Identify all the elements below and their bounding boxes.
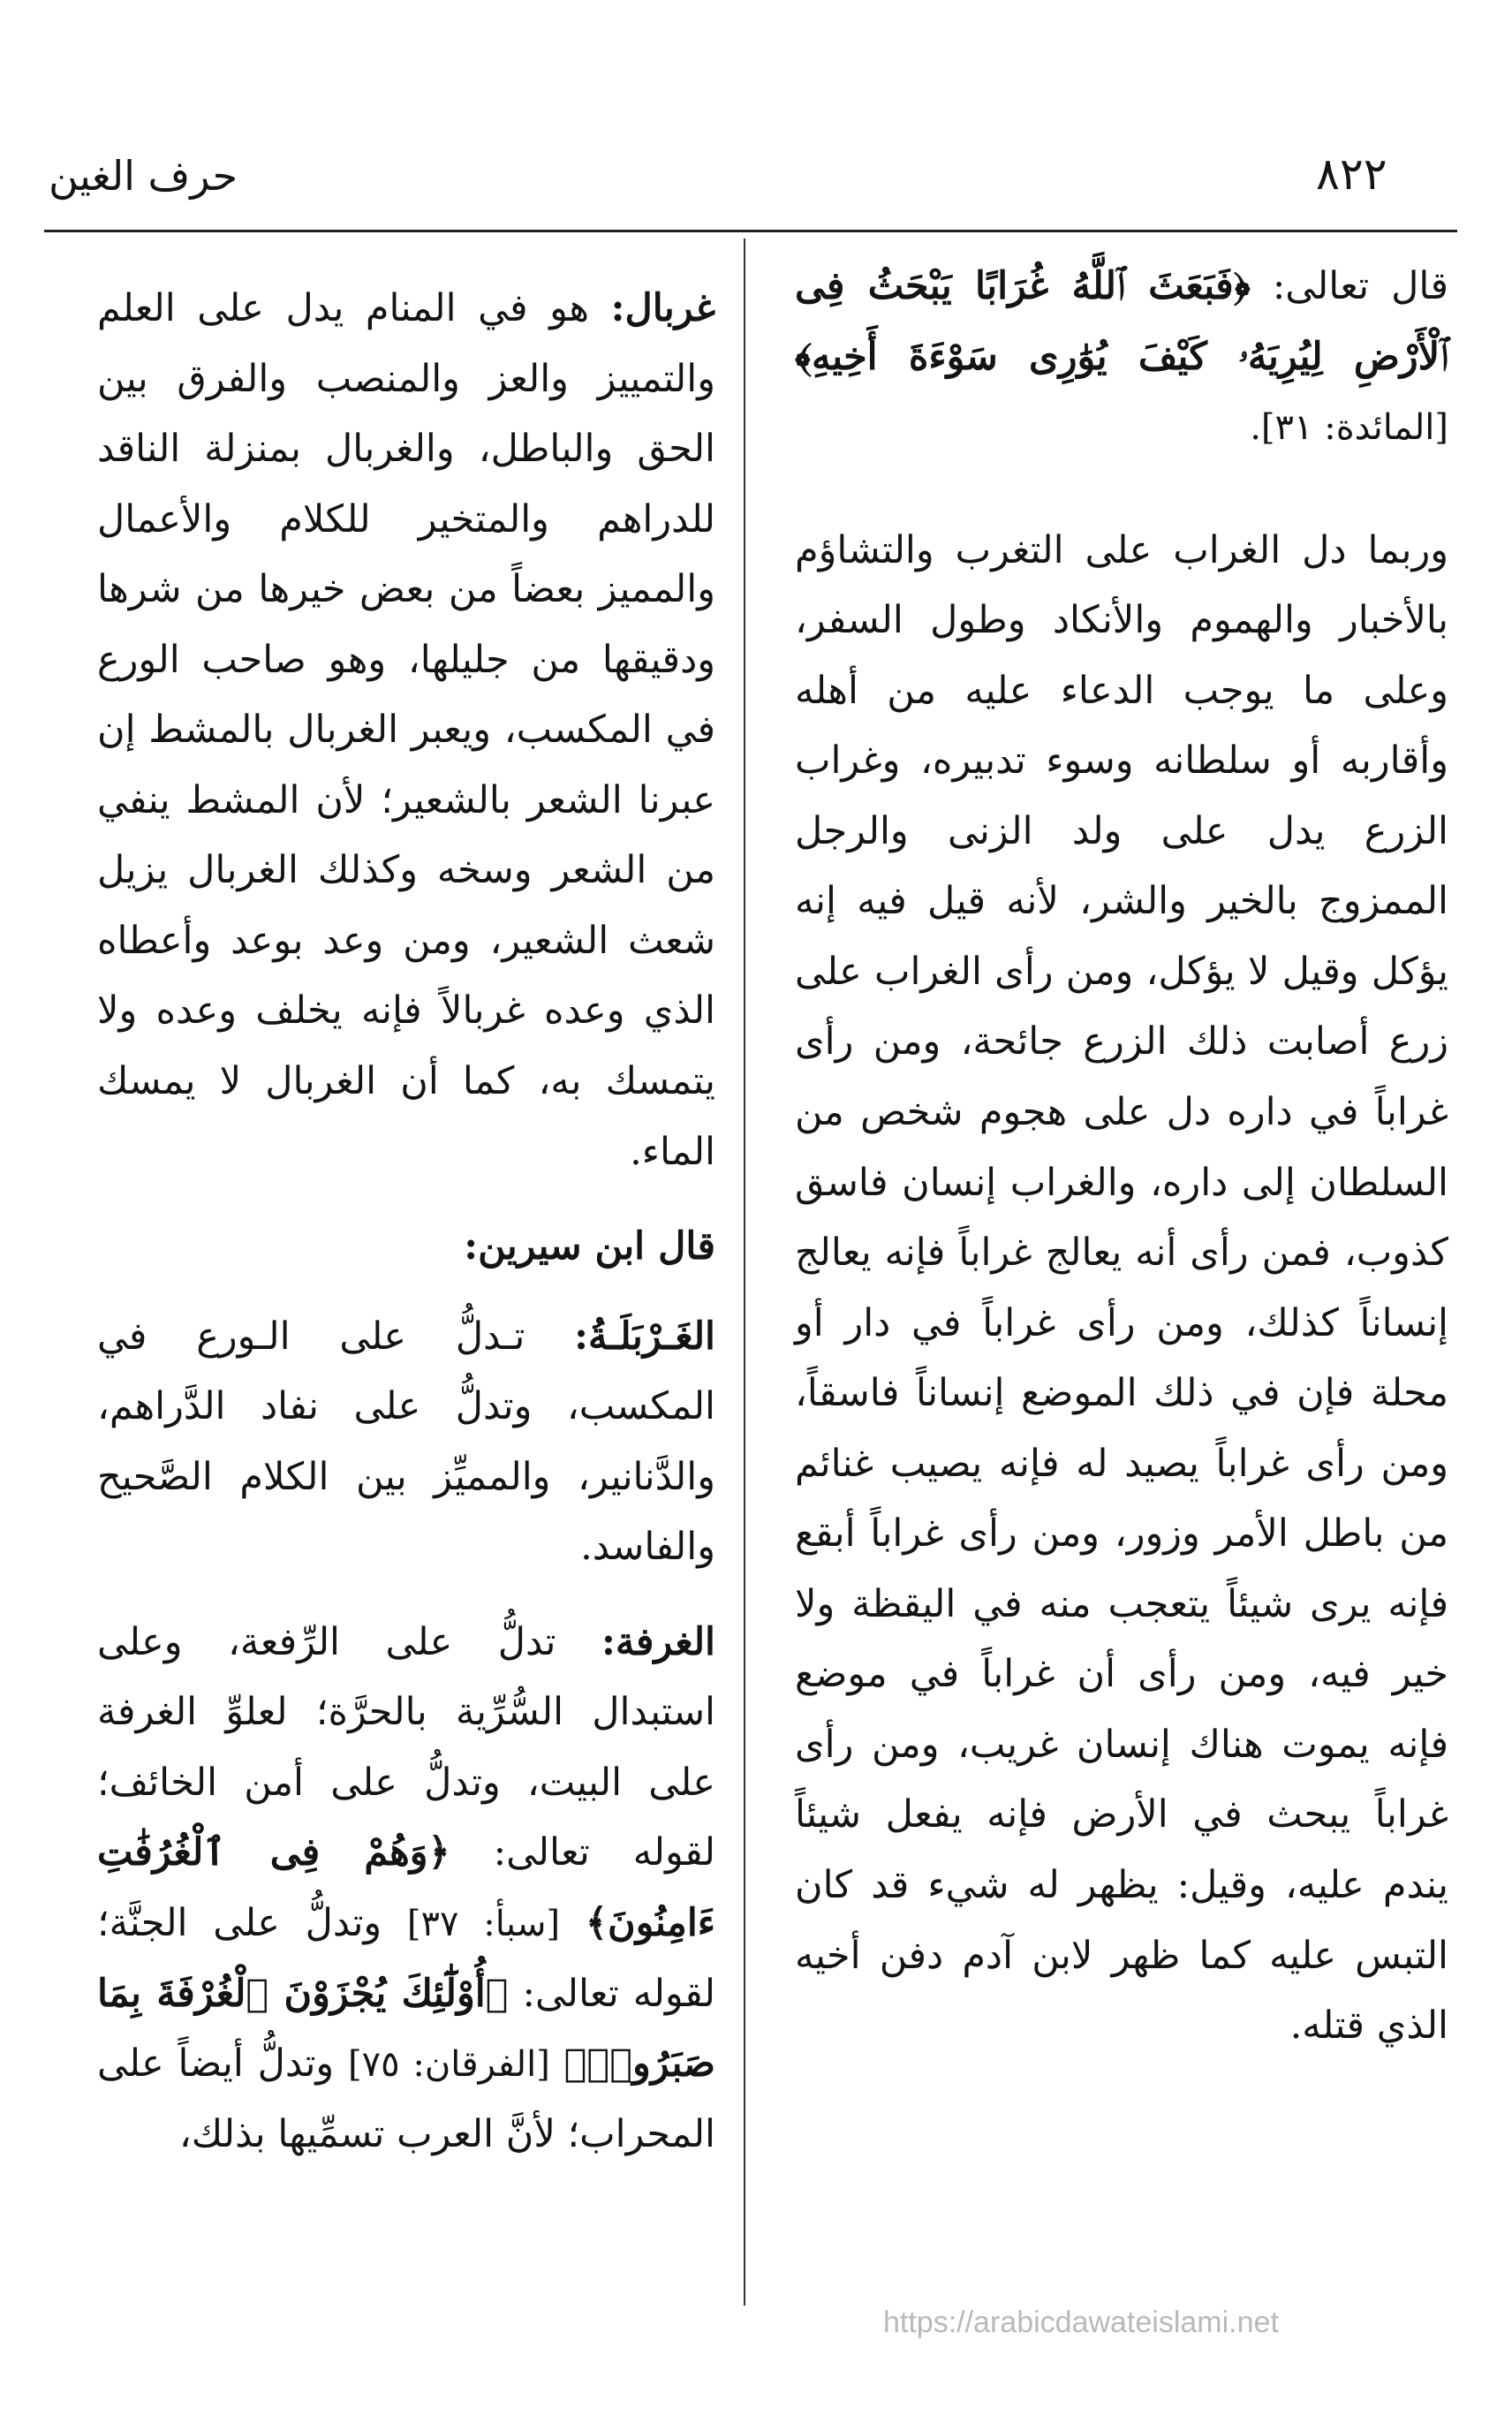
verse-block bbox=[795, 252, 1448, 463]
header-rule bbox=[44, 230, 1457, 232]
watermark-url: https://arabicdawateislami.net bbox=[883, 2306, 1279, 2339]
gharbala-entry bbox=[97, 1302, 715, 1583]
entry-text-gharbala: تـدلُّ على الـورع في المكسب، وتدلُّ على نفاد الدَّراهم، والدَّنانير، والمميِّز بين الكلام الصَّحيح والفاسد. bbox=[97, 1314, 715, 1570]
entry-text-ghurfa-3: وتدلُّ أيضاً على المحراب؛ لأنَّ العرب تسمِّيها بذلك، bbox=[97, 2041, 715, 2156]
ghurfa-entry bbox=[97, 1608, 715, 2170]
entry-text-ghirbal: هو في المنام يدل على العلم والتمييز والعز والمنصب والفرق بين الحق والباطل، والغربال بمنزلة الناقد للدراهم والمتخير للكلام والأعمال والمميز بعضاً من بعض خيرها من شرها ودقيقها من جليلها، وهو صاحب الورع في المكسب، ويعبر الغربال بالمشط إن عبرنا الشعر بالشعير؛ لأن المشط ينفي من الشعر وسخه وكذلك الغربال يزيل شعث الشعير، ومن وعد بوعد وأعطاه الذي وعده غربالاً فإنه يخلف وعده ولا يتمسك به، كما أن الغربال لا يمسك الماء. bbox=[97, 286, 715, 1174]
section-title: حرف الغين bbox=[49, 152, 238, 200]
ibn-sirin-heading: قال ابن سيرين: bbox=[464, 1224, 715, 1269]
crow-paragraph: وربما دل الغراب على التغرب والتشاؤم بالأخبار والهموم والأنكاد وطول السفر، وعلى ما يوجب الدعاء عليه من أهله وأقاربه أو سلطانه وسوء تدبيره، وغراب الزرع يدل على ولد الزنى والرجل الممزوج بالخير والشر، لأنه قيل فيه إنه يؤكل وقيل لا يؤكل، ومن رأى الغراب على زرع أصابت ذلك الزرع جائحة، ومن رأى غراباً في داره دل على هجوم شخص من السلطان إلى داره، والغراب إنسان فاسق كذوب، فمن رأى أنه يعالج غراباً فإنه يعالج إنساناً كذلك، ومن رأى غراباً في دار أو محلة فإن في ذلك الموضع إنساناً فاسقاً، ومن رأى غراباً يصيد له فإنه يصيب غنائم من باطل الأمر وزور، ومن رأى غراباً أبقع فإنه يرى شيئاً يتعجب منه في اليقظة ولا خير فيه، ومن رأى أن غراباً في موضع فإنه يموت هناك إنسان غريب، ومن رأى غراباً يبحث في الأرض فإنه يفعل شيئاً يندم عليه، وقيل: يظهر له شيء قد كان التبس عليه كما ظهر لابن آدم دفن أخيه الذي قتله. bbox=[795, 527, 1448, 2049]
verse-reference-saba: [سبأ: ٣٧] bbox=[406, 1904, 561, 1945]
entry-text-ghurfa-2: وتدلُّ على الجنَّة؛ لقوله تعالى: bbox=[97, 1901, 715, 2016]
verse-reference: [المائدة: ٣١]. bbox=[1250, 407, 1448, 449]
column-divider bbox=[744, 239, 745, 2306]
right-column bbox=[795, 252, 1448, 2087]
quran-verse-furqan: ﴿أُوْلَٰٓئِكَ يُجْزَوْنَ ٱلْغُرْفَةَ بِمَا صَبَرُوا۟﴾ bbox=[97, 1971, 716, 2087]
quran-verse: ﴿فَبَعَثَ ٱللَّهُ غُرَابًا يَبْحَثُ فِى ٱلْأَرْضِ لِيُرِيَهُۥ كَيْفَ يُوَٰرِى سَوْءَةَ أَخِيهِ﴾ bbox=[795, 264, 1448, 379]
entry-text-ghurfa-1: تدلُّ على الرِّفعة، وعلى استبدال السُّرِّية بالحرَّة؛ لعلوِّ الغرفة على البيت، وتدلُّ على أمن الخائف؛ لقوله تعالى: bbox=[97, 1619, 716, 1875]
quran-verse-saba: ﴿وَهُمْ فِى ٱلْغُرُفَٰتِ ءَامِنُونَ﴾ bbox=[97, 1830, 716, 1946]
entry-term-gharbala: الغَـرْبَلَـةُ: bbox=[574, 1314, 715, 1359]
entry-term-ghurfa: الغرفة: bbox=[601, 1619, 715, 1664]
verse-reference-furqan: [الفرقان: ٧٥] bbox=[348, 2044, 550, 2086]
verse-intro: قال تعالى: bbox=[1272, 264, 1449, 308]
left-column bbox=[97, 274, 715, 2194]
page-number: ٨٢٢ bbox=[1316, 148, 1387, 200]
entry-term-ghirbal: غربال: bbox=[610, 286, 715, 330]
ghirbal-entry bbox=[97, 274, 715, 1187]
